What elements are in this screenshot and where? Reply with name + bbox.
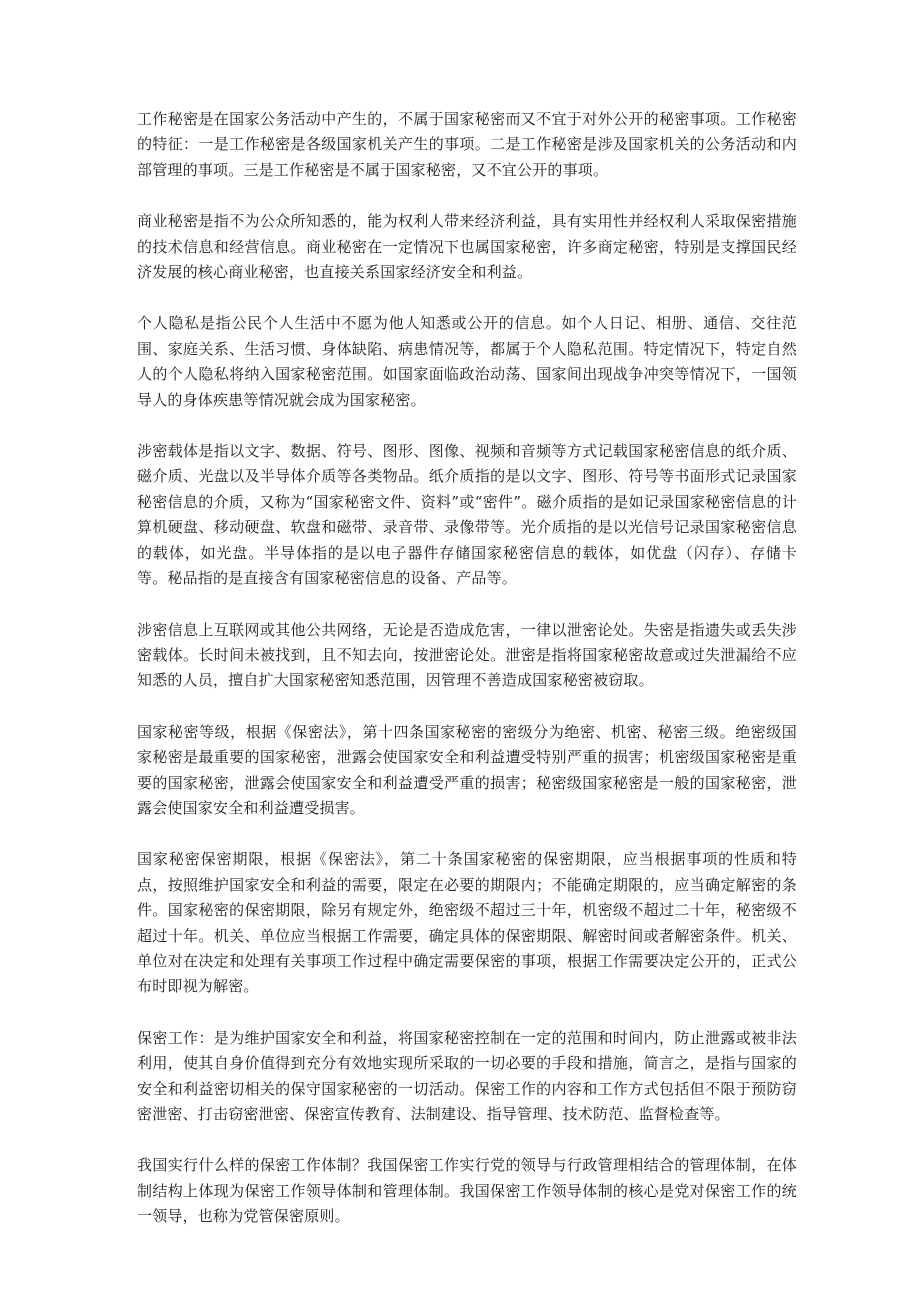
paragraph-personal-privacy: 个人隐私是指公民个人生活中不愿为他人知悉或公开的信息。如个人日记、相册、通信、交往范围、家庭关系、生活习惯、身体缺陷、病患情况等，都属于个人隐私范围。特定情况下，特定自然人的个人隐私将纳入国家秘密范围。如国家面临政治动荡、国家间出现战争冲突等情况下，一国领导人的身体疾患等情况就会成为国家秘密。 [137, 314, 797, 409]
paragraph-work-secret: 工作秘密是在国家公务活动中产生的，不属于国家秘密而又不宜于对外公开的秘密事项。工作秘密的特征：一是工作秘密是各级国家机关产生的事项。二是工作秘密是涉及国家机关的公务活动和内部管理的事项。三是工作秘密是不属于国家秘密，又不宜公开的事项。 [137, 110, 797, 179]
document-body [137, 107, 797, 1256]
paragraph-secrecy-period: 国家秘密保密期限，根据《保密法》，第二十条国家秘密的保密期限，应当根据事项的性质和特点，按照维护国家安全和利益的需要，限定在必要的期限内；不能确定期限的，应当确定解密的条件。国家秘密的保密期限，除另有规定外，绝密级不超过三十年，机密级不超过二十年，秘密级不超过十年。机关、单位应当根据工作需要，确定具体的保密期限、解密时间或者解密条件。机关、单位对在决定和处理有关事项工作过程中确定需要保密的事项，根据工作需要决定公开的，正式公布时即视为解密。 [137, 850, 797, 996]
paragraph-secret-levels: 国家秘密等级，根据《保密法》，第十四条国家秘密的密级分为绝密、机密、秘密三级。绝密级国家秘密是最重要的国家秘密，泄露会使国家安全和利益遭受特别严重的损害；机密级国家秘密是重要的国家秘密，泄露会使国家安全和利益遭受严重的损害；秘密级国家秘密是一般的国家秘密，泄露会使国家安全和利益遭受损害。 [137, 722, 797, 817]
paragraph-leak-definition: 涉密信息上互联网或其他公共网络，无论是否造成危害，一律以泄密论处。失密是指遗失或丢失涉密载体。长时间未被找到，且不知去向，按泄密论处。泄密是指将国家秘密故意或过失泄漏给不应知悉的人员，擅自扩大国家秘密知悉范围，因管理不善造成国家秘密被窃取。 [137, 620, 797, 690]
paragraph-classified-carrier: 涉密载体是指以文字、数据、符号、图形、图像、视频和音频等方式记载国家秘密信息的纸介质、磁介质、光盘以及半导体介质等各类物品。纸介质指的是以文字、图形、符号等书面形式记录国家秘密信息的介质，又称为“国家秘密文件、资料”或“密件”。磁介质指的是如记录国家秘密信息的计算机硬盘、移动硬盘、软盘和磁带、录音带、录像带等。光介质指的是以光信号记录国家秘密信息的载体，如光盘。半导体指的是以电子器件存储国家秘密信息的载体，如优盘（闪存）、存储卡等。秘品指的是直接含有国家秘密信息的设备、产品等。 [137, 442, 797, 588]
paragraph-secrecy-system: 我国实行什么样的保密工作体制？我国保密工作实行党的领导与行政管理相结合的管理体制，在体制结构上体现为保密工作领导体制和管理体制。我国保密工作领导体制的核心是党对保密工作的统一领导，也称为党管保密原则。 [137, 1156, 797, 1226]
paragraph-secrecy-work: 保密工作：是为维护国家安全和利益，将国家秘密控制在一定的范围和时间内，防止泄露或被非法利用，使其自身价值得到充分有效地实现所采取的一切必要的手段和措施，简言之，是指与国家的安全和利益密切相关的保守国家秘密的一切活动。保密工作的内容和工作方式包括但不限于预防窃密泄密、打击窃密泄密、保密宣传教育、法制建设、指导管理、技术防范、监督检查等。 [137, 1028, 797, 1123]
paragraph-business-secret: 商业秘密是指不为公众所知悉的，能为权利人带来经济利益，具有实用性并经权利人采取保密措施的技术信息和经营信息。商业秘密在一定情况下也属国家秘密，许多商定秘密，特别是支撑国民经济发展的核心商业秘密，也直接关系国家经济安全和利益。 [137, 212, 797, 282]
